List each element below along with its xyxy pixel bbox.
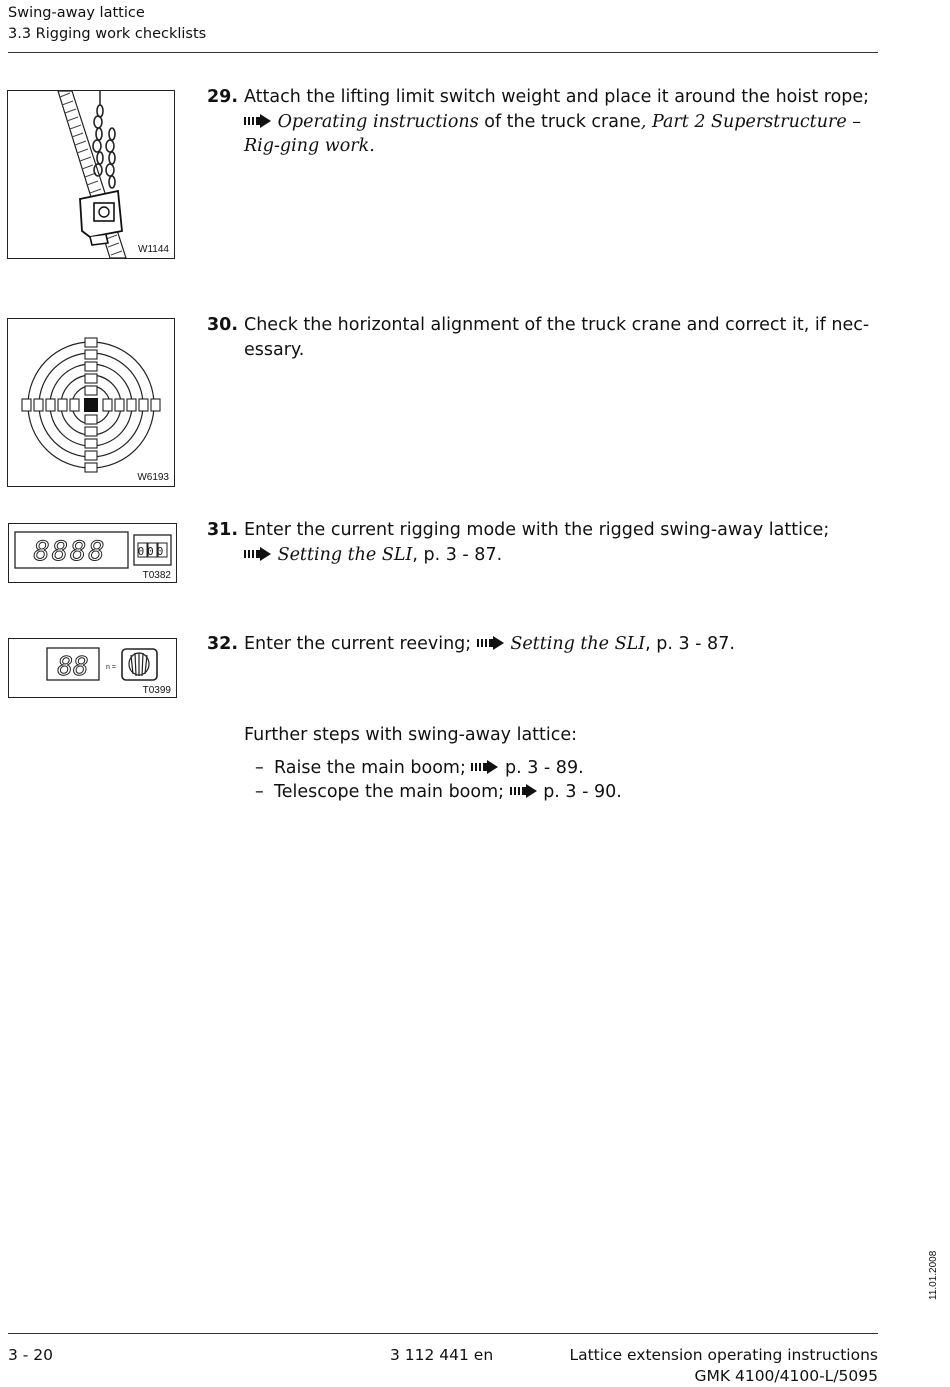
- figure-w1144: [7, 90, 175, 259]
- page-reference-link[interactable]: p. 3 - 90.: [543, 782, 622, 802]
- further-step-item: [255, 780, 622, 805]
- further-step-item: [255, 756, 584, 781]
- document-title: [569, 1345, 878, 1387]
- reeving-label: n =: [106, 664, 116, 671]
- arrow-ref-icon: [510, 784, 538, 798]
- step-number: 31.: [207, 520, 239, 540]
- list-dash: –: [255, 758, 264, 778]
- further-step-text: Raise the main boom;: [274, 758, 466, 778]
- step-text: Enter the current rigging mode with the rigged swing-away lattice;: [244, 520, 830, 540]
- counter-digits: 000: [137, 545, 167, 558]
- step-text: Check the horizontal alignment of the truck crane and correct it, if nec-essary.: [244, 315, 870, 360]
- page-reference: , p. 3 - 87.: [412, 544, 503, 565]
- header-rule: [8, 52, 878, 53]
- figure-label: T0382: [142, 570, 171, 581]
- segment-display-digits: 8888: [33, 536, 107, 567]
- step-29: [207, 85, 877, 159]
- reference-link[interactable]: Setting the SLI: [277, 544, 413, 565]
- step-number: 32.: [207, 634, 239, 654]
- header-subsection: 3.3 Rigging work checklists: [8, 26, 207, 42]
- page-reference-link[interactable]: p. 3 - 89.: [505, 758, 584, 778]
- further-step-text: Telescope the main boom;: [274, 782, 505, 802]
- bubble-level-illustration: [8, 319, 174, 486]
- figure-w6193: [7, 318, 175, 487]
- further-steps-heading: Further steps with swing-away lattice:: [244, 725, 578, 745]
- document-model-line: GMK 4100/4100-L/5095: [694, 1367, 878, 1385]
- document-number: 3 112 441 en: [390, 1346, 494, 1364]
- step-31: [207, 518, 877, 567]
- side-date: [928, 1242, 942, 1302]
- figure-label: T0399: [142, 685, 171, 696]
- reference-link[interactable]: Setting the SLI: [510, 634, 646, 654]
- figure-label: W1144: [138, 244, 169, 255]
- side-date-text: 11.01.2008: [928, 1250, 939, 1300]
- step-32: [207, 632, 877, 657]
- step-text: Attach the lifting limit switch weight and place it around the hoist rope;: [244, 87, 870, 107]
- figure-t0382: [8, 523, 177, 583]
- figure-label: W6193: [137, 472, 169, 483]
- limit-switch-weight-illustration: [8, 91, 174, 258]
- document-title-line: Lattice extension operating instructions: [569, 1346, 878, 1364]
- step-text: Enter the current reeving;: [244, 634, 472, 654]
- reeving-digits: 88: [57, 652, 89, 682]
- page-reference: , p. 3 - 87.: [645, 634, 735, 654]
- reference-part: , Part 2 Superstructure – Rig-ging work.: [244, 111, 862, 156]
- reference-link[interactable]: Operating instructions: [277, 111, 479, 132]
- page-number: 3 - 20: [8, 1346, 54, 1364]
- running-header: [8, 3, 206, 45]
- header-section-title: Swing-away lattice: [8, 5, 145, 21]
- step-number: 29.: [207, 87, 239, 107]
- arrow-ref-icon: [244, 114, 272, 128]
- arrow-ref-icon: [244, 547, 272, 561]
- list-dash: –: [255, 782, 264, 802]
- arrow-ref-icon: [477, 636, 505, 650]
- step-text-middle: of the truck crane: [478, 111, 641, 132]
- step-30: [207, 313, 877, 362]
- footer-rule: [8, 1333, 878, 1334]
- arrow-ref-icon: [471, 760, 499, 774]
- figure-t0399: [8, 638, 177, 698]
- step-number: 30.: [207, 315, 239, 335]
